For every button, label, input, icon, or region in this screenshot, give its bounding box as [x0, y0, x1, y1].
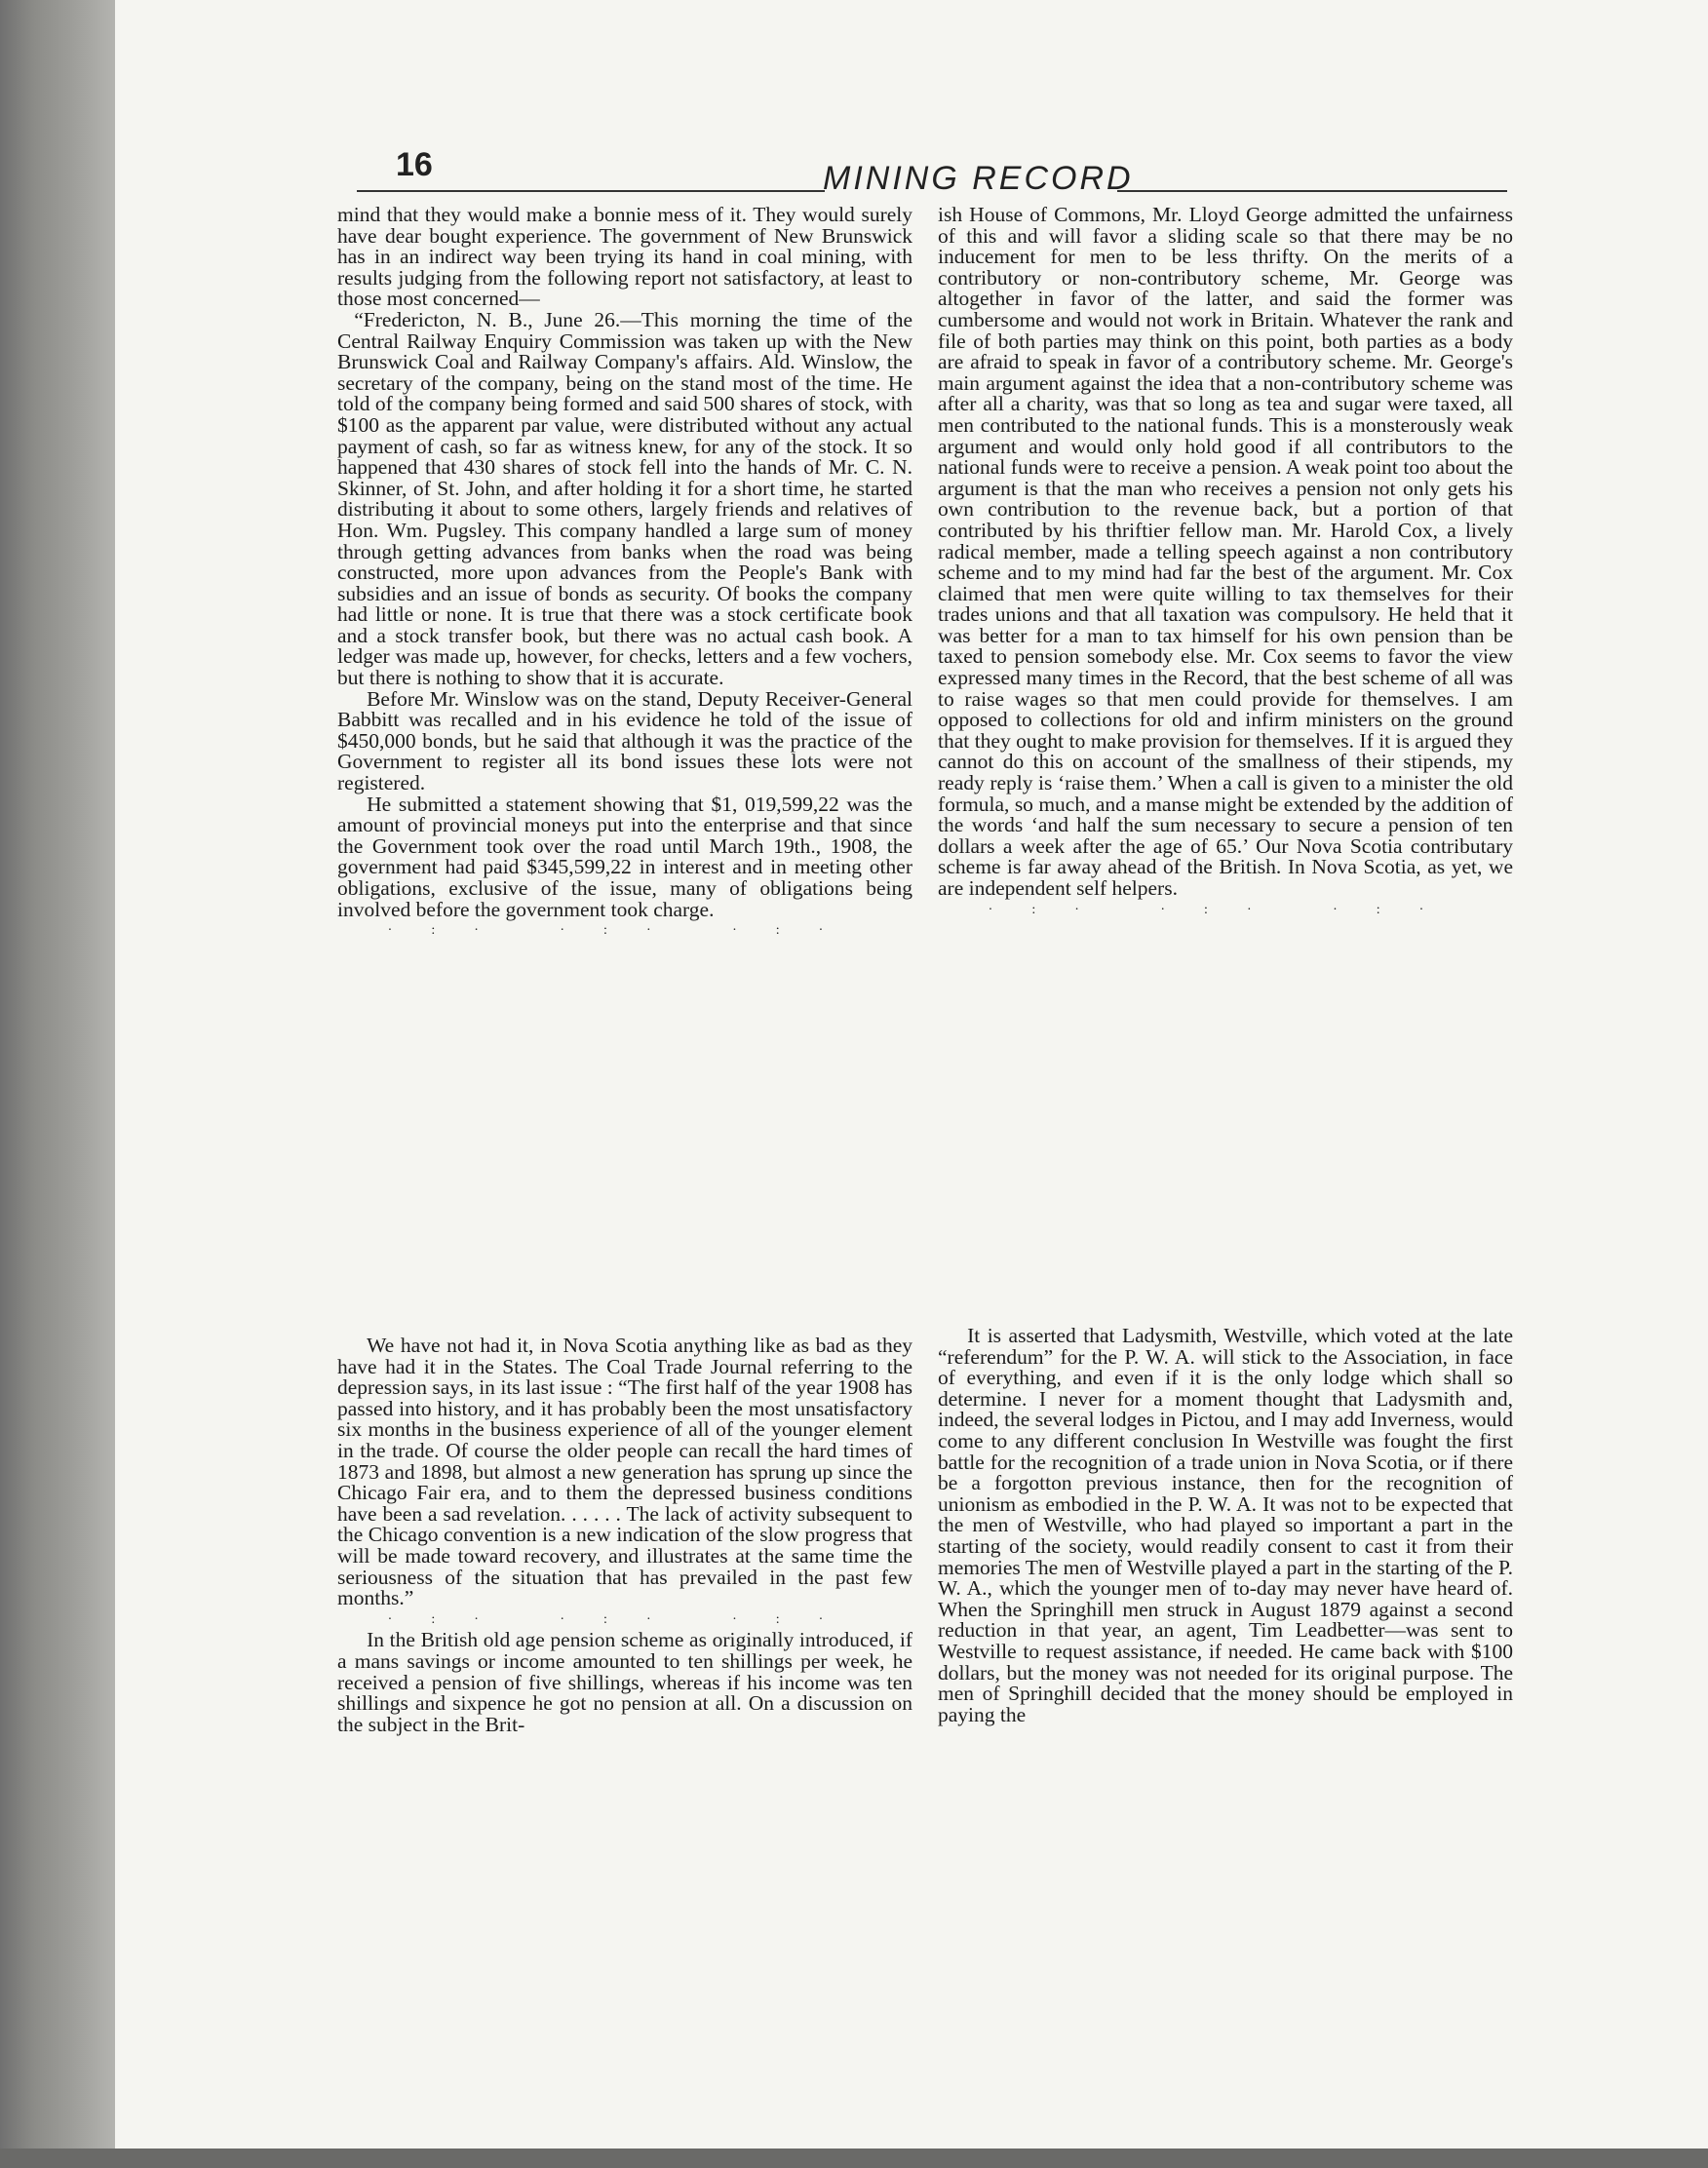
paragraph: ish House of Commons, Mr. Lloyd George admitted the unfairness of this and will favor a sliding scale so that there may be no inducement for men to be less thrifty. On the merits of a contributory or non-contributory scheme, Mr. George was altogether in favor of the latter, and said the former was cumbersome and would not work in Britain. Whatever the rank and file of both parties may think on this point, both parties as a body are afraid to speak in favor of a contributory scheme. Mr. George's main argument against the idea that a non-contributory scheme was after all a charity, was that so long as tea and sugar were taxed, all men contributed to the national funds. This is a monsterously weak argument and would only hold good if all contributors to the national funds were to receive a pension. A weak point too about the argument is that the man who receives a pension not only gets his own contribution to the revenue back, but a portion of that contributed by his thriftier fellow man. Mr. Harold Cox, a lively radical member, made a telling speech against a non contributory scheme and to my mind had far the best of the argument. Mr. Cox claimed that men were quite willing to tax themselves for their trades unions and that all taxation was compulsory. He held that it was better for a man to tax himself for his own pension than be taxed to pension somebody else. Mr. Cox seems to favor the view expressed many times in the Record, that the best scheme of all was to raise wages so that men could provide for themselves. I am opposed to collections for old and infirm ministers on the ground that they ought to make provision for themselves. If it is argued they cannot do this on account of the smallness of their stipends, my ready reply is ‘raise them.’ When a call is given to a minister the old formula, so much, and a manse might be extended by the addition of the words ‘and half the sum necessary to secure a pension of ten dollars a week after the age of 65.’ Our Nova Scotia contributary scheme is far away ahead of the British. In Nova Scotia, as yet, we are independent self helpers.: [938, 203, 1513, 900]
left-column-bottom: [337, 1336, 912, 1735]
section-separator: ·:· ·:· ·:·: [387, 923, 863, 939]
paragraph: mind that they would make a bonnie mess of it. They would surely have dear bought experience. The government of New Brunswick has in an indirect way been trying its hand in coal mining, with results judging from the following report not satisfactory, at least to those most concerned—: [337, 203, 912, 311]
header-rule-left: [357, 190, 825, 192]
running-title: MINING RECORD: [823, 160, 1134, 197]
paragraph: Before Mr. Winslow was on the stand, Deputy Receiver-General Babbitt was recalled and in his evidence he told of the issue of $450,000 bonds, but he said that although it was the practice of the Government to register all its bond issues these lots were not registered.: [337, 686, 912, 795]
paragraph: “Fredericton, N. B., June 26.—This morning the time of the Central Railway Enquiry Commission was taken up with the New Brunswick Coal and Railway Company's affairs. Ald. Winslow, the secretary of the company, being on the stand most of the time. He told of the company being formed and said 500 shares of stock, with $100 as the apparent par value, were distributed without any actual payment of cash, so far as witness knew, for any of the stock. It so happened that 430 shares of stock fell into the hands of Mr. C. N. Skinner, of St. John, and after holding it for a short time, he started distributing it about to some others, largely friends and relatives of Hon. Wm. Pugsley. This company handled a large sum of money through getting advances from banks when the road was being constructed, more upon advances from the People's Bank with subsidies and an issue of bonds as security. Of books the company had little or none. It is true that there was a stock certificate book and a stock transfer book, but there was no actual cash book. A ledger was made up, however, for checks, letters and a few vochers, but there is nothing to show that it is accurate.: [337, 307, 912, 690]
paragraph: We have not had it, in Nova Scotia anything like as bad as they have had it in the States. The Coal Trade Journal referring to the depression says, in its last issue : “The first half of the year 1908 has passed into history, and it has probably been the most unsatisfactory six months in the business experience of all of the younger element in the trade. Of course the older people can recall the hard times of 1873 and 1898, but almost a new generation has sprung up since the Chicago Fair era, and to them the depressed business conditions have been a sad revelation. . . . . . The lack of activity subsequent to the Chicago convention is a new indication of the slow progress that will be made toward recovery, and illustrates at the same time the seriousness of the situation that has prevailed in the past few months.”: [337, 1334, 912, 1610]
paragraph: It is asserted that Ladysmith, Westville, which voted at the late “referendum” for the P. W. A. will stick to the Association, in face of everything, and even if it is the only lodge which shall so determine. I never for a moment thought that Ladysmith and, indeed, the several lodges in Pictou, and I may add Inverness, would come to any different conclusion In Westville was fought the first battle for the recognition of a trade union in Nova Scotia, or if there be a forgotton previous instance, then for the recognition of unionism as embodied in the P. W. A. It was not to be expected that the men of Westville, who had played so important a part in the starting of the society, would readily consent to cast it from their memories The men of Westville played a part in the starting of the P. W. A., which the younger men of to-day may never have heard of. When the Springhill men struck in August 1879 against a second reduction in that year, an agent, Tim Leadbetter—was sent to Westville to request assistance, if needed. He came back with $100 dollars, but the money was not needed for its original purpose. The men of Springhill decided that the money should be employed in paying the: [938, 1324, 1513, 1726]
right-column-top: [938, 205, 1513, 920]
right-column-bottom: [938, 1326, 1513, 1725]
page-header: [357, 146, 1507, 195]
section-separator: ·:· ·:· ·:·: [387, 1611, 863, 1627]
scan-bottom-edge: [0, 2149, 1708, 2168]
paragraph: In the British old age pension scheme as originally introduced, if a mans savings or income amounted to ten shillings per week, he received a pension of five shillings, whereas if his income was ten shillings and sixpence he got no pension at all. On a discussion on the subject in the Brit-: [337, 1628, 912, 1736]
section-separator: ·:· ·:· ·:·: [988, 902, 1463, 917]
book-binding-edge: [0, 0, 115, 2168]
page-number: 16: [396, 146, 433, 183]
paragraph: He submitted a statement showing that $1, 019,599,22 was the amount of provincial moneys put into the enterprise and that since the Government took over the road until March 19th., 1908, the government had paid $345,599,22 in interest and in meeting other obligations, exclusive of the issue, many of obligations being involved before the government took charge.: [337, 792, 912, 921]
left-column-top: [337, 205, 912, 942]
header-rule-right: [1117, 190, 1507, 192]
